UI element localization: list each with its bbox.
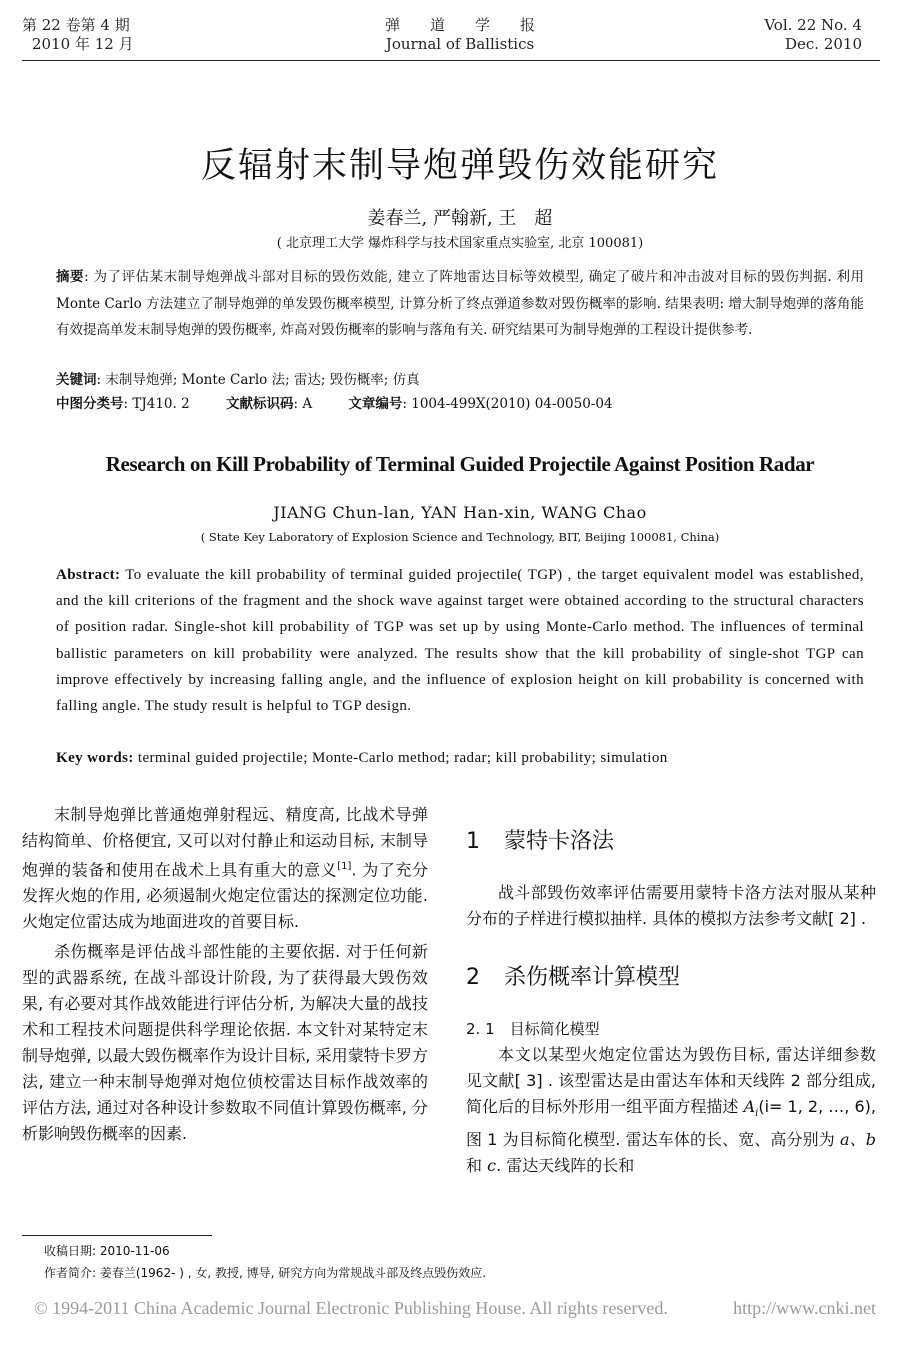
classification-line	[56, 391, 613, 418]
journal-name	[300, 16, 620, 54]
intro-paragraph-2: 杀伤概率是评估战斗部性能的主要依据. 对于任何新型的武器系统, 在战斗部设计阶段, 为了获得最大毁伤效果, 有必要对其作战效能进行评估分析, 为解决大量的战技术和工程技术问题提供科学理论依据. 本文针对某特定末制导炮弹, 以最大毁伤概率作为设计目标, 采用蒙特卡罗方法, 建立一种末制导炮弹对炮位侦校雷达目标作战效率的评估方法, 通过对各种设计参数取不同值计算毁伤概率, 分析影响毁伤概率的因素.	[22, 942, 428, 1144]
keywords-cn	[56, 367, 420, 394]
s21-var-a: A	[743, 1097, 756, 1116]
subsection-2-1-heading: 2. 1 目标简化模型	[466, 1020, 600, 1038]
keywords-cn-label: 关键词	[56, 372, 97, 388]
authors-cn: 姜春兰, 严翰新, 王 超	[367, 208, 553, 229]
affiliation-en: ( State Key Laboratory of Explosion Science and Technology, BIT, Beijing 100081, China)	[200, 530, 720, 544]
journal-volume-en	[764, 16, 862, 54]
intro-paragraph-1	[22, 802, 428, 935]
paper-title-en: Research on Kill Probability of Terminal Guided Projectile Against Position Radar	[105, 452, 815, 476]
s21-text-b: (i= 1, 2, …, 6), 图 1 为目标简化模型. 雷达车体的长、宽、高分别为	[466, 1097, 876, 1150]
footnote-author-bio: 作者简介: 姜春兰(1962- ) , 女, 教授, 博导, 研究方向为常规战斗部及终点毁伤效应.	[44, 1266, 487, 1280]
s21-var-ab: a、b	[840, 1130, 876, 1150]
body-right-column	[466, 802, 876, 1179]
affiliation-cn: ( 北京理工大学 爆炸科学与技术国家重点实验室, 北京 100081)	[276, 236, 644, 251]
abstract-cn-text: : 为了评估某末制导炮弹战斗部对目标的毁伤效能, 建立了阵地雷达目标等效模型, 确定了破片和冲击波对目标的毁伤判据. 利用 Monte Carlo 方法建立了制导炮弹的单发毁伤概率模型, 计算分析了终点弹道参数对毁伤概率的影响. 结果表明: 增大制导炮弹的落角能有效提高单发末制导炮弹的毁伤概率, 炸高对毁伤概率的影响与落角有关. 研究结果可为制导炮弹的工程设计提供参考.	[56, 269, 865, 338]
citation-ref-1[interactable]: [1]	[337, 861, 352, 872]
journal-volume-issue	[22, 16, 134, 54]
s21-text-a: 本文以某型火炮定位雷达为毁伤目标, 雷达详细参数见文献[ 3] . 该型雷达是由雷达车体和天线阵 2 部分组成, 简化后的目标外形用一组平面方程描述	[466, 1045, 876, 1116]
paper-title-cn: 反辐射末制导炮弹毁伤效能研究	[200, 146, 719, 186]
footnote-rule	[22, 1235, 212, 1236]
abstract-en-text: To evaluate the kill probability of terminal guided projectile( TGP) , the target equivalent model was established, and the kill criterions of the fragment and the shock wave against target were obtained according to the structural characters of position radar. Single-shot kill probability of TGP was set up by using Monte-Carlo method. The influences of terminal ballistic parameters on kill probability were analyzed. The results show that the kill probability of single-shot TGP can improve effectively by increasing falling angle, and the influence of explosion height on kill probability is concerned with falling angle. The study result is helpful to TGP design.	[56, 567, 864, 715]
date-en: Dec. 2010	[784, 35, 862, 53]
article-no-label: 文章编号	[348, 396, 403, 412]
s21-text-d: . 雷达天线阵的长和	[496, 1156, 635, 1176]
body-left-column	[22, 802, 428, 1151]
keywords-en-label: Key words:	[56, 750, 134, 766]
doc-code-label: 文献标识码	[226, 396, 294, 412]
section-2-number: 2	[466, 965, 480, 990]
authors-en: JIANG Chun-lan, YAN Han-xin, WANG Chao	[273, 503, 647, 522]
volume-issue-en: Vol. 22 No. 4	[764, 16, 862, 34]
s21-text-c: 和	[466, 1156, 488, 1176]
section-1-title: 蒙特卡洛法	[504, 829, 615, 854]
volume-issue-cn: 第 22 卷第 4 期	[22, 16, 130, 34]
subsection-2-1-text	[466, 1042, 876, 1179]
article-no-value: : 1004-499X(2010) 04-0050-04	[402, 396, 613, 412]
cnki-url[interactable]: http://www.cnki.net	[733, 1298, 876, 1318]
keywords-en-text: terminal guided projectile; Monte-Carlo method; radar; kill probability; simulation	[133, 750, 668, 766]
intro-p1-text-b: . 为了充分发挥火炮的作用, 必须遏制火炮定位雷达的探测定位功能. 火炮定位雷达成为地面进攻的首要目标.	[22, 860, 428, 932]
clc-value: : TJ410. 2	[123, 396, 190, 412]
section-1-heading	[466, 822, 876, 862]
section-1-number: 1	[466, 829, 480, 854]
abstract-cn	[56, 264, 864, 344]
section-2-heading	[466, 958, 876, 998]
s21-sub-i: i	[755, 1108, 759, 1120]
abstract-cn-label: 摘要	[56, 269, 85, 285]
doc-code-value: : A	[293, 396, 313, 412]
footnote-received: 收稿日期: 2010-11-06	[44, 1244, 170, 1258]
journal-name-cn: 弹 道 学 报	[384, 16, 535, 34]
keywords-cn-text: : 末制导炮弹; Monte Carlo 法; 雷达; 毁伤概率; 仿真	[96, 372, 420, 388]
header-rule	[22, 60, 880, 61]
section-1-text: 战斗部毁伤效率评估需要用蒙特卡洛方法对服从某种分布的子样进行模拟抽样. 具体的模拟方法参考文献[ 2] .	[466, 883, 876, 928]
journal-name-en: Journal of Ballistics	[385, 35, 535, 53]
intro-p1-text-a: 末制导炮弹比普通炮弹射程远、精度高, 比战术导弹结构简单、价格便宜, 又可以对付静止和运动目标, 末制导炮弹的装备和使用在战术上具有重大的意义	[22, 805, 428, 880]
abstract-en-label: Abstract:	[56, 567, 121, 583]
copyright-watermark: © 1994-2011 China Academic Journal Electronic Publishing House. All rights reserved.	[34, 1298, 668, 1318]
abstract-en	[56, 562, 864, 719]
date-cn: 2010 年 12 月	[32, 35, 134, 53]
s21-var-c: c	[487, 1156, 497, 1176]
section-2-title: 杀伤概率计算模型	[504, 965, 681, 990]
keywords-en	[56, 745, 886, 771]
clc-label: 中图分类号	[56, 396, 124, 412]
